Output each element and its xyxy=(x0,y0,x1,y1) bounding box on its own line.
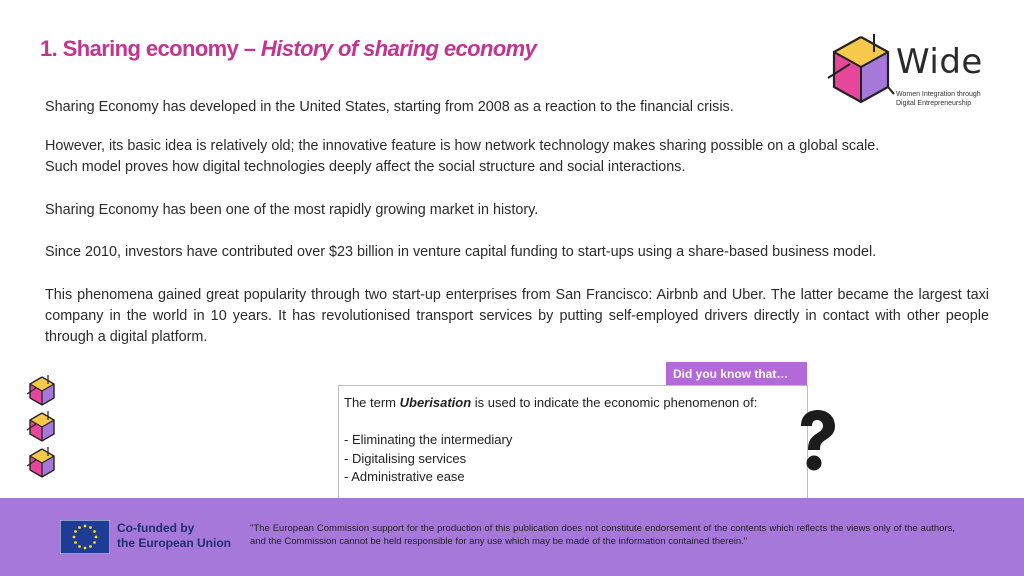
footer-disclaimer: "The European Commission support for the production of this publication does not constitute endorsement of the contents which reflects the views only of the authors, and the Commission cannot be held responsible for any use which may be made of the information contained therein." xyxy=(250,523,955,547)
footer-bar xyxy=(0,498,1024,576)
paragraph-basic-idea-line2: Such model proves how digital technologies deeply affect the social structure and social interactions. xyxy=(45,159,686,175)
title-main: 1. Sharing economy – xyxy=(40,36,261,61)
callout-box xyxy=(338,385,808,500)
callout-intro-suffix: is used to indicate the economic phenomenon of: xyxy=(471,395,758,410)
cube-icon xyxy=(26,446,58,480)
callout-list-item: - Administrative ease xyxy=(344,469,465,484)
paragraph-basic-idea xyxy=(45,136,989,178)
callout-list-item: - Digitalising services xyxy=(344,450,467,466)
callout-term: Uberisation xyxy=(399,395,472,410)
paragraph-airbnb-uber: This phenomena gained great popularity through two start-up enterprises from San Francisco: Airbnb and Uber. The latter became the largest taxi company in the world in 10 years. It has revolutionised transport services by putting self-employed drivers directly in contact with other people through a digital platform. xyxy=(45,287,989,345)
paragraph-basic-idea-line1: However, its basic idea is relatively old; the innovative feature is how network technology makes sharing possible on a global scale. xyxy=(45,138,880,154)
eu-label-line1: Co-funded by xyxy=(117,521,195,535)
logo-word: Wide xyxy=(896,42,983,82)
logo-subtitle-line1: Women Integration through xyxy=(896,91,981,98)
cube-icon xyxy=(26,374,58,408)
eu-cofunded-label xyxy=(117,521,231,551)
cube-icon xyxy=(26,410,58,444)
callout-header: Did you know that… xyxy=(666,362,807,386)
eu-flag-icon xyxy=(60,520,110,554)
title-italic: History of sharing economy xyxy=(260,36,537,61)
paragraph-investors: Since 2010, investors have contributed over $23 billion in venture capital funding to start-ups using a share-based business model. xyxy=(45,244,877,260)
question-mark-icon xyxy=(790,408,840,474)
paragraph-growth: Sharing Economy has been one of the most rapidly growing market in history. xyxy=(45,202,539,218)
paragraph-origin: Sharing Economy has developed in the United States, starting from 2008 as a reaction to the financial crisis. xyxy=(45,99,734,115)
callout-intro-prefix: The term xyxy=(344,395,400,410)
eu-label-line2: the European Union xyxy=(117,536,231,550)
callout-spacer xyxy=(344,413,807,432)
callout-intro xyxy=(344,394,807,413)
page-title xyxy=(40,36,536,62)
logo-subtitle-line2: Digital Entrepreneurship xyxy=(896,100,972,107)
callout-list-item: - Eliminating the intermediary xyxy=(344,432,513,447)
